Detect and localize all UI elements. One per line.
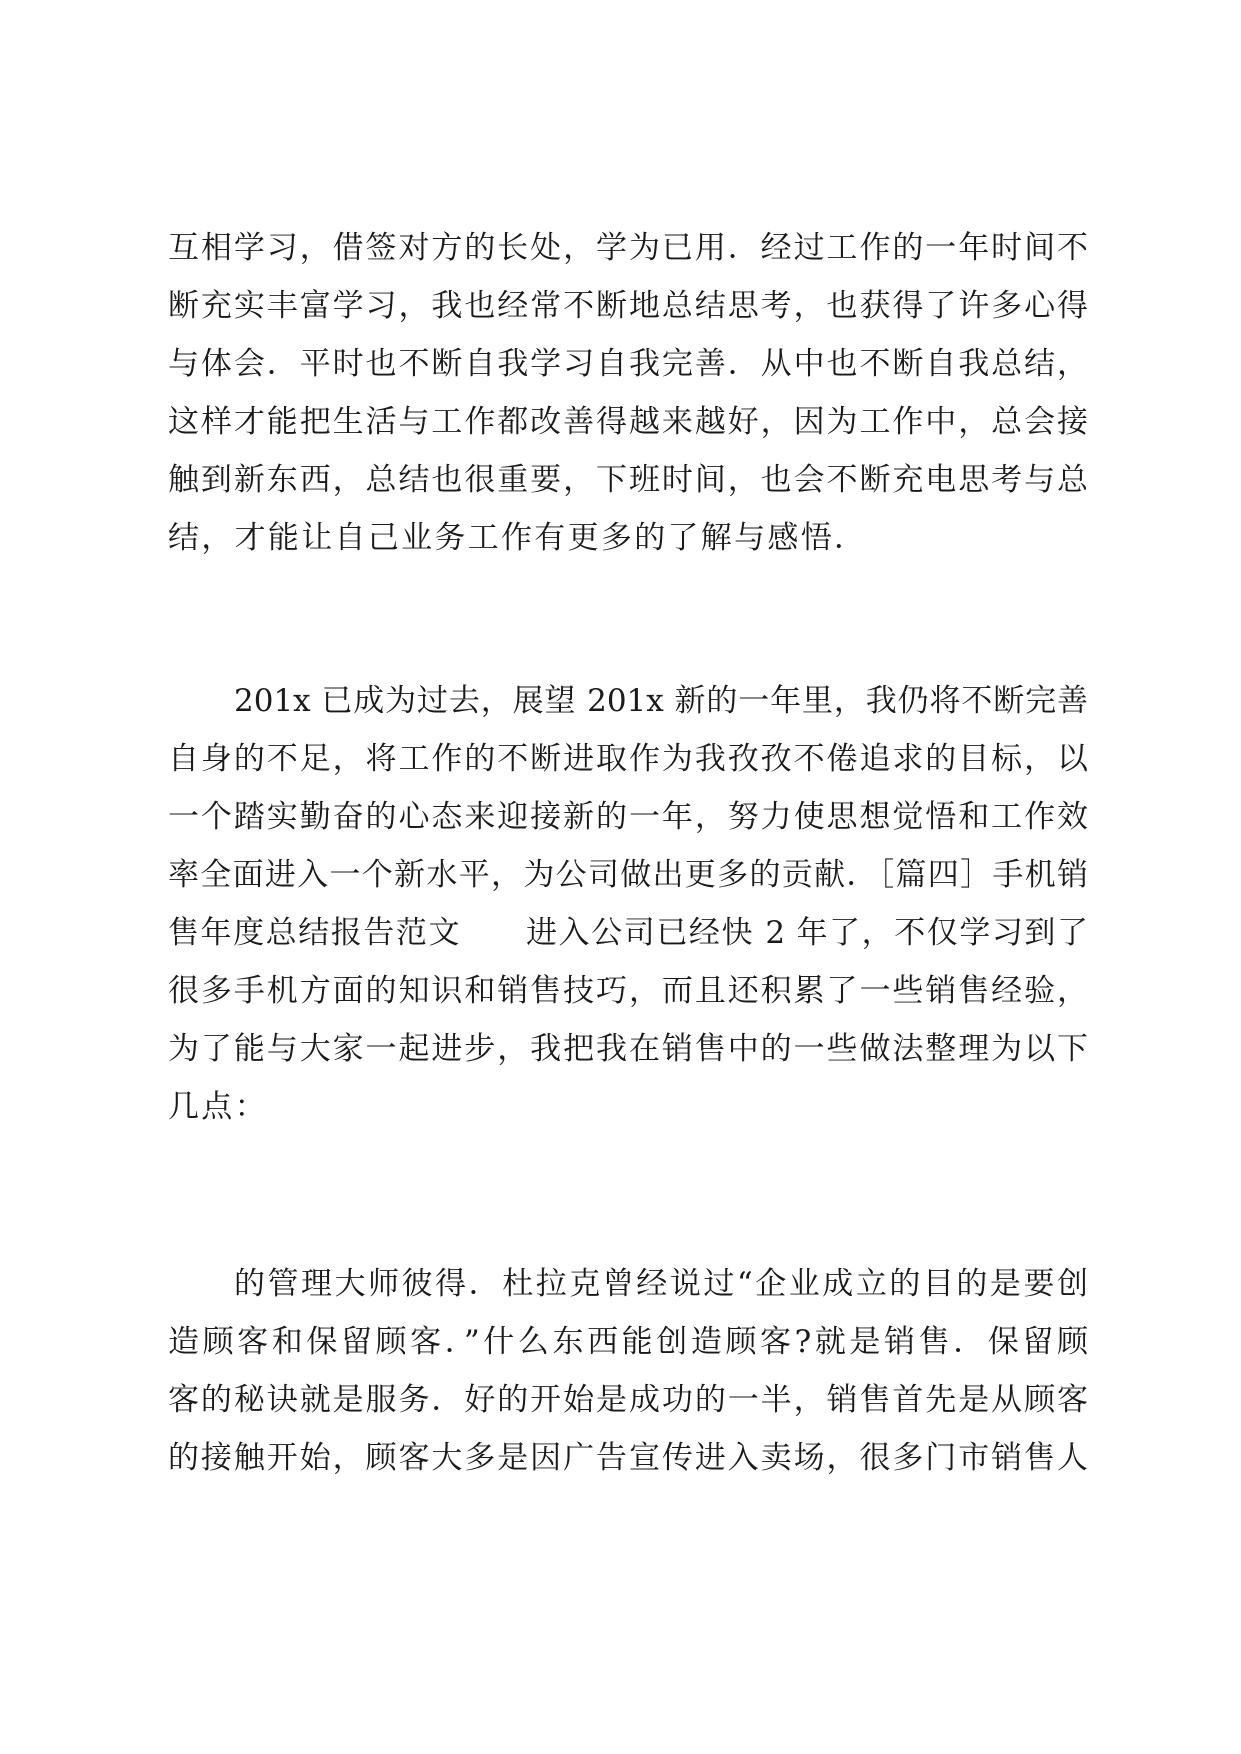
paragraph-1 [168, 219, 1088, 567]
text-line: 互相学习，借签对方的长处，学为已用．经过工作的一年时间不 [168, 230, 1088, 266]
text-line: 这样才能把生活与工作都改善得越来越好，因为工作中，总会接 [168, 404, 1088, 440]
text-line: 几点： [168, 1089, 268, 1125]
text-line: 售年度总结报告范文 进入公司已经快 2 年了，不仅学习到了 [168, 915, 1088, 951]
text-line: 结，才能让自己业务工作有更多的了解与感悟． [168, 520, 868, 556]
text-line: 触到新东西，总结也很重要，下班时间，也会不断充电思考与总 [168, 462, 1088, 498]
text-line: 与体会．平时也不断自我学习自我完善．从中也不断自我总结， [168, 346, 1088, 382]
text-line: 的管理大师彼得．杜拉克曾经说过“企业成立的目的是要创 [234, 1266, 1088, 1302]
text-line: 客的秘诀就是服务．好的开始是成功的一半，销售首先是从顾客 [168, 1382, 1088, 1418]
text-line: 自身的不足，将工作的不断进取作为我孜孜不倦追求的目标，以 [168, 741, 1088, 777]
text-line: 的接触开始，顾客大多是因广告宣传进入卖场，很多门市销售人 [168, 1440, 1088, 1476]
text-line: 率全面进入一个新水平，为公司做出更多的贡献．［篇四］手机销 [168, 857, 1088, 893]
paragraph-2 [168, 672, 1088, 1136]
text-line: 为了能与大家一起进步，我把我在销售中的一些做法整理为以下 [168, 1031, 1088, 1067]
text-line: 造顾客和保留顾客．”什么东西能创造顾客?就是销售．保留顾 [168, 1324, 1088, 1360]
text-line: 201x 已成为过去，展望 201x 新的一年里，我仍将不断完善 [234, 683, 1088, 719]
text-line: 很多手机方面的知识和销售技巧，而且还积累了一些销售经验， [168, 973, 1088, 1009]
text-line: 断充实丰富学习，我也经常不断地总结思考，也获得了许多心得 [168, 288, 1088, 324]
paragraph-3 [168, 1255, 1088, 1487]
text-line: 一个踏实勤奋的心态来迎接新的一年，努力使思想觉悟和工作效 [168, 799, 1088, 835]
